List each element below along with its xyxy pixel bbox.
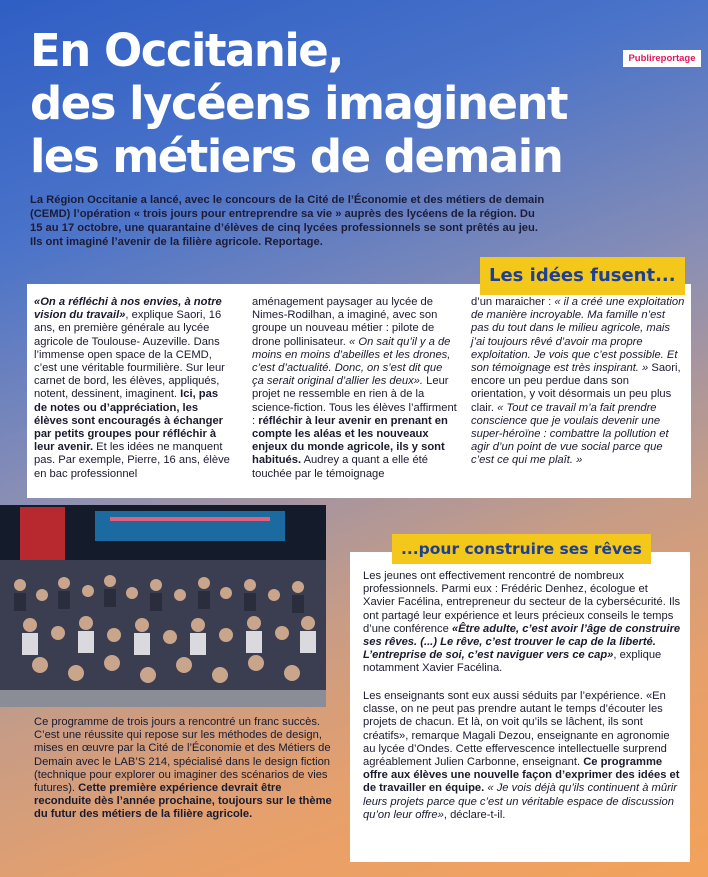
title-line-1: En Occitanie, [30, 24, 343, 77]
dreams-paragraph-1 [363, 570, 681, 676]
text: , explique notamment Xavier Facélina. [363, 649, 662, 675]
quote-facelina: «Être adulte, c’est avoir l’âge de construire ses rêves. (...) Le rêve, c’est trouver le cap de la liberté. L’entreprise de soi, c’est naviguer vers ce cap» [363, 622, 681, 662]
quote-saori: «On a réfléchi à nos envies, à notre vision du travail» [34, 296, 222, 322]
quote-saori-2: « Tout ce travail m’a fait prendre conscience que je voulais devenir une super-héroïne : combattre la pollution et agir d’un point de vue social parce que c’est ce qui me plaît. » [471, 401, 669, 467]
text: Saori, encore un peu perdue dans son orientation, y voit désormais un peu plus clair. [471, 362, 681, 414]
text: Et les idées ne manquent pas. Par exemple, Pierre, 16 ans, élève en bac professionnel [34, 441, 230, 480]
group-photo [0, 505, 326, 707]
text: aménagement paysager au lycée de Nimes-Rodilhan, a imaginé, avec son groupe un nouveau métier : pilote de drone pollinisateur. [252, 296, 438, 348]
bold-text: Cette première expérience devrait être reconduite dès l’année prochaine, toujours sur le thème du futur des métiers de la filière agricole. [34, 782, 332, 821]
text: Les enseignants sont eux aussi séduits par l’expérience. «En classe, on ne peut pas prendre autant le temps d’écouter les projets de chacun. Et là, on voit qu’ils se lâchent, ils sont créatifs», remarque Magali Dezou, enseignante en agronomie au lycée d’Ondes. Cette effervescence intellectuelle surprend agréablement Julien Carbonne, enseignant. [363, 690, 670, 769]
text: , explique Saori, 16 ans, en première générale au lycée agricole de Toulouse- Auzeville. Dans l’immense open space de la CEMD, c’est une véritable fourmilière. Sur leur carnet de bord, les élèves, appliqués, notent, dessinent, imaginent. [34, 309, 225, 401]
conclusion-paragraph [34, 716, 334, 822]
article-column-2 [252, 296, 457, 481]
group-photo-illustration [0, 505, 326, 707]
publireportage-badge: Publireportage [623, 50, 701, 67]
bold-text: Ici, pas de notes ou d’appréciation, les élèves sont encouragés à échanger par petits groupes pour réfléchir à leur avenir. [34, 388, 224, 454]
text: Leur projet ne ressemble en rien à de la science-fiction. Tous les élèves l’affirment : [252, 375, 457, 427]
title-line-3: les métiers de demain [30, 130, 563, 183]
bold-text: Ce programme offre aux élèves une nouvelle façon d’exprimer des idées et de travailler en équipe. [363, 756, 680, 795]
text: Les jeunes ont effectivement rencontré de nombreux professionnels. Parmi eux : Frédéric Denhez, écologue et Xavier Facélina, entrepreneur du secteur de la cybersécurité. Ils ont partagé leur expérience et leurs précieux conseils le temps d’une conférence [363, 570, 681, 635]
quote-pierre: « On sait qu’il y a de moins en moins d’abeilles et les drones, c’est d’actualité. Donc, on s’est dit que ça serait original d’allier les deux». [252, 335, 451, 388]
article-column-3 [471, 296, 685, 468]
dreams-paragraph-2 [363, 690, 681, 822]
section-ideas-tag: Les idées fusent... [480, 257, 685, 295]
section-dreams-tag: ...pour construire ses rêves [392, 534, 651, 564]
article-column-1 [34, 296, 230, 481]
quote-carbonne: « Je vois déjà qu’ils continuent à mûrir leurs projets parce que c’est un véritable espace de discussion qu’on leur offre» [363, 782, 678, 821]
text: Audrey a quant a elle été touchée par le témoignage [252, 454, 428, 480]
text: , déclare-t-il. [443, 808, 506, 821]
text: d’un maraicher : [471, 296, 555, 308]
intro-paragraph: La Région Occitanie a lancé, avec le concours de la Cité de l’Économie et des métiers de demain (CEMD) l’opération « trois jours pour entreprendre sa vie » auprès des lycéens de la région. Du 15 au 17 octobre, une quarantaine d’élèves de cinq lycées professionnels se sont prêtés au jeu. Ils ont imaginé l’avenir de la filière agricole. Reportage. [30, 194, 545, 248]
quote-audrey: « il a créé une exploitation de manière incroyable. Ma famille n’est pas du tout dans le milieu agricole, mais j’ai toujours rêvé d’avoir ma propre exploitation. Je vois que c’est possible. Et son témoignage est très inspirant. » [471, 296, 685, 375]
page-number: 93 [676, 850, 689, 862]
title-line-2: des lycéens imaginent [30, 77, 568, 130]
text: Ce programme de trois jours a rencontré un franc succès. C’est une réussite qui repose sur les méthodes de design, mises en œuvre par la Cité de l’Économie et des Métiers de Demain avec le LAB’S 214, spécialisé dans le design fiction (technique pour explorer ou imaginer des scénarios de vies futures). [34, 716, 331, 795]
bold-text: réfléchir à leur avenir en prenant en compte les aléas et les nouveaux enjeux du monde agricole, ils y sont habitués. [252, 414, 448, 467]
page-title [30, 24, 590, 183]
